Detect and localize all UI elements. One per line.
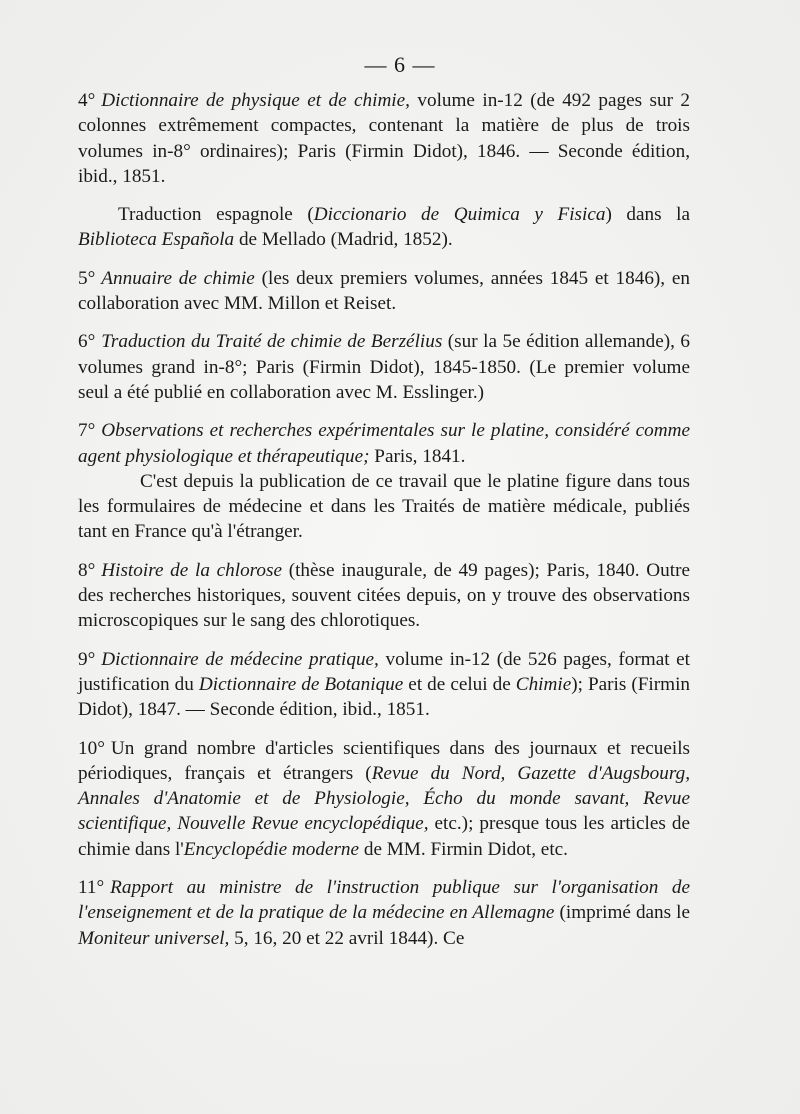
entry-text: ); Paris (Firmin Didot), 1847. — Seconde édition, ibid., 1851. <box>78 673 690 721</box>
entry-number: 10° <box>78 737 105 759</box>
entry-text: volume in-12 (de 526 pages, format et justification du <box>78 648 691 695</box>
entry-title: Traduction du Traité de chimie de Berzélius <box>101 331 443 353</box>
entry-cited-title: Dictionnaire de Botanique <box>198 673 404 695</box>
entry-text: (thèse inaugurale, de 49 pages); Paris, 1840. Outre des recherches historiques, souvent citées depuis, on y trouve des observations microscopiques sur le sang des chlorotiques. <box>78 559 690 632</box>
entry-title: Dictionnaire de médecine pratique, <box>101 648 379 670</box>
entry-4-translation <box>78 202 690 253</box>
entry-title: Dictionnaire de physique et de chimie, <box>101 90 410 111</box>
entry-number: 7° <box>78 420 96 442</box>
entry-text: (imprimé dans le <box>554 902 691 924</box>
translation-title: Diccionario de Quimica y Fisica <box>313 204 606 226</box>
translation-series: Biblioteca Española <box>78 229 235 251</box>
translation-text: de Mellado (Madrid, 1852). <box>234 229 453 251</box>
entry-9 <box>78 647 690 723</box>
entry-number: 5° <box>78 267 96 289</box>
entry-text: Un grand nombre d'articles scientifiques dans des journaux et recueils périodiques, français et étrangers ( <box>78 737 690 784</box>
entry-8 <box>78 558 690 634</box>
entry-text: de MM. Firmin Didot, etc. <box>359 838 568 860</box>
entry-5 <box>78 266 690 317</box>
entry-text: Paris, 1841. <box>369 445 466 467</box>
entry-text: etc.); presque tous les articles de chimie dans l' <box>78 813 690 860</box>
entry-number: 9° <box>78 648 96 670</box>
page-number: — 6 — <box>364 52 436 77</box>
entry-title: Rapport au ministre de l'instruction publique sur l'organisation de l'enseignement et de la pratique de la médecine en Allemagne <box>78 877 690 924</box>
entry-cited-title: Chimie <box>515 673 572 695</box>
entry-text: et de celui de <box>403 673 516 695</box>
entry-title: Observations et recherches expérimentales sur le platine, considéré comme agent physiologique et thérapeutique; <box>78 420 690 467</box>
translation-text: Traduction espagnole ( <box>118 204 314 226</box>
entry-number: 11° <box>78 877 105 899</box>
entry-text: (les deux premiers volumes, années 1845 et 1846), en collaboration avec MM. Millon et Reiset. <box>78 267 691 315</box>
entry-title: Histoire de la chlorose <box>101 559 282 581</box>
entry-number: 8° <box>78 559 96 581</box>
entry-cited-title: Moniteur universel, <box>78 927 230 949</box>
entry-cited-title: Revue du Nord, Gazette d'Augsbourg, Annales d'Anatomie et de Physiologie, Écho du monde savant, Revue scientifique, Nouvelle Revue encyclopédique, <box>78 762 691 835</box>
entry-number: 4° <box>78 90 96 111</box>
entry-text: 5, 16, 20 et 22 avril 1844). Ce <box>229 927 465 949</box>
document-body <box>78 88 690 964</box>
entry-7-note: C'est depuis la publication de ce travail que le platine figure dans tous les formulaires de médecine et dans les Traités de matière médicale, publiés tant en France qu'à l'étranger. <box>78 470 690 543</box>
entry-11 <box>78 875 690 951</box>
entry-text: volume in-12 (de 492 pages sur 2 colonnes extrêmement compactes, contenant la matière de plus de trois volumes in-8° ordinaires); Paris (Firmin Didot), 1846. — Seconde édition, ibid., 1851. <box>78 90 690 187</box>
entry-text: (sur la 5e édition allemande), 6 volumes grand in-8°; Paris (Firmin Didot), 1845-1850. (Le premier volume seul a été publié en collaboration avec M. Esslinger.) <box>78 331 690 403</box>
translation-text: ) dans la <box>605 204 690 226</box>
entry-title: Annuaire de chimie <box>101 267 255 289</box>
entry-cited-title: Encyclopédie moderne <box>183 838 360 860</box>
entry-number: 6° <box>78 331 96 353</box>
entry-4 <box>78 88 690 189</box>
entry-6 <box>78 329 690 405</box>
entry-10 <box>78 736 690 862</box>
entry-7 <box>78 418 690 469</box>
